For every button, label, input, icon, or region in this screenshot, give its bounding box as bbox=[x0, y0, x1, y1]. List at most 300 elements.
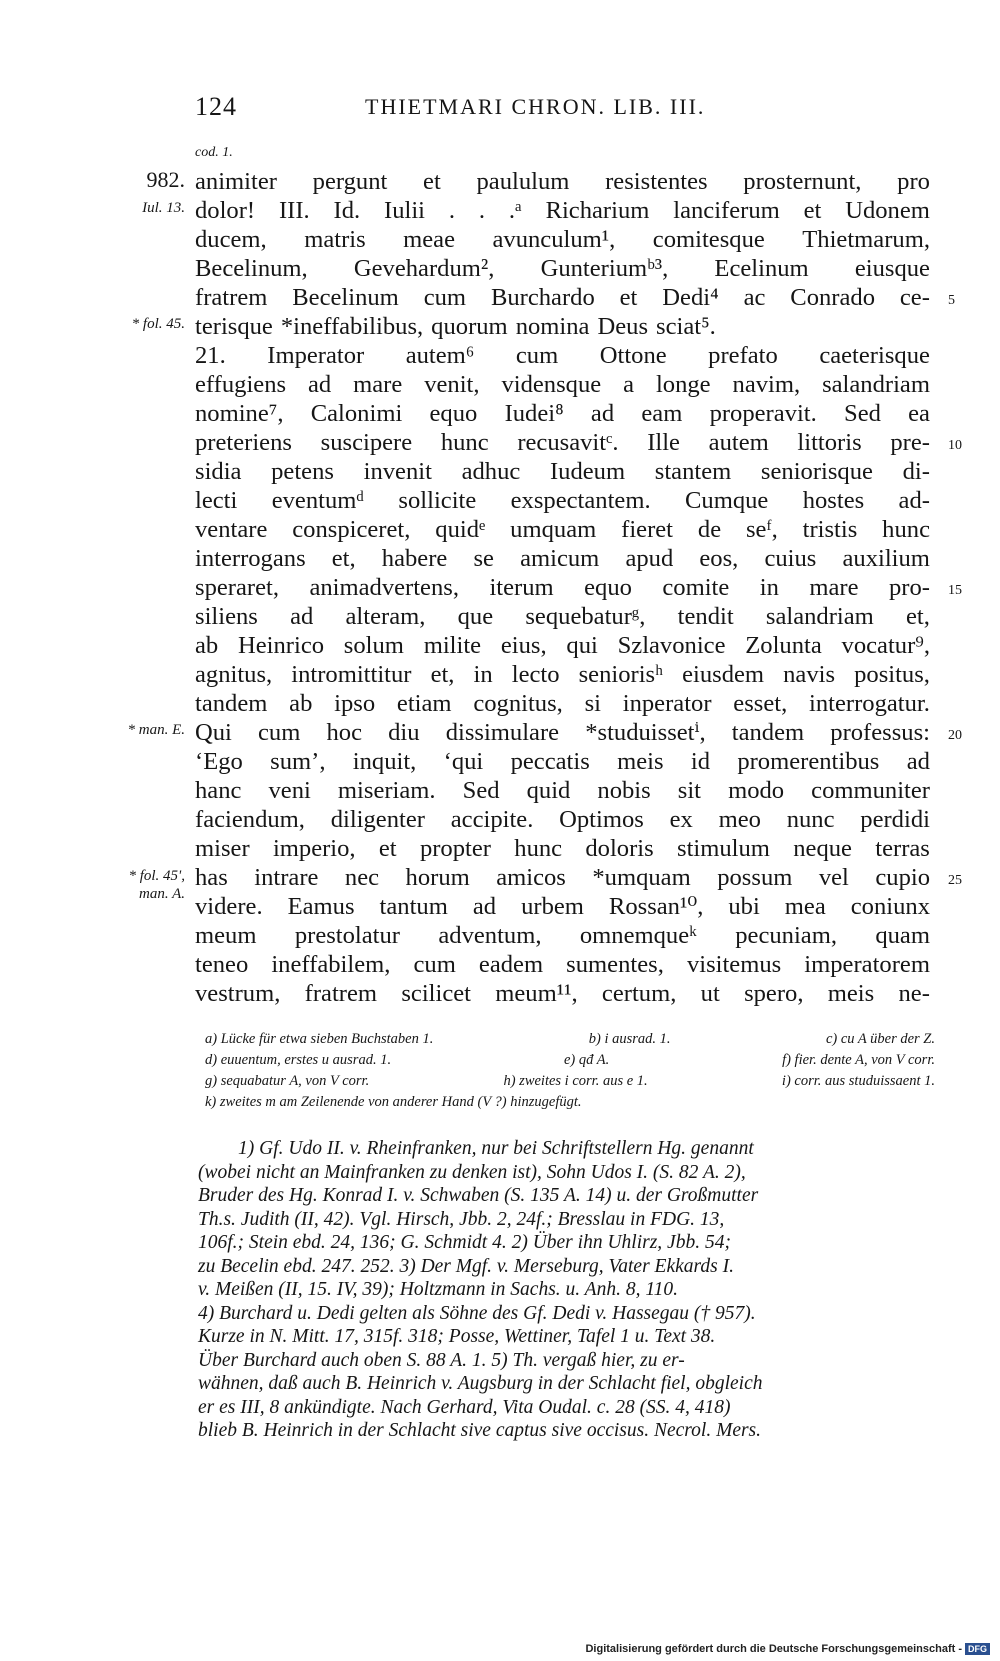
word: mare bbox=[809, 574, 859, 601]
word: vocatur⁹, bbox=[841, 632, 930, 659]
word: fratrem bbox=[195, 284, 268, 311]
word: matris bbox=[304, 226, 366, 253]
word: que bbox=[457, 603, 494, 630]
text-line bbox=[195, 660, 930, 689]
word: adhuc bbox=[461, 458, 521, 485]
margin-folio: * fol. 45', bbox=[128, 868, 185, 884]
word: ac bbox=[743, 284, 766, 311]
word: conspiceret, bbox=[292, 516, 411, 543]
word: vestrum, bbox=[195, 980, 281, 1007]
word: resistentes bbox=[605, 168, 708, 195]
word: lecti bbox=[195, 487, 238, 514]
word: properavit. bbox=[709, 400, 817, 427]
apparatus-entry: h) zweites i corr. aus e 1. bbox=[503, 1073, 648, 1089]
word: pergunt bbox=[312, 168, 388, 195]
word: esset, bbox=[733, 690, 788, 717]
word: ubi bbox=[728, 893, 760, 920]
word: terras bbox=[875, 835, 930, 862]
word: paululum bbox=[476, 168, 570, 195]
word: Heinrico bbox=[237, 632, 325, 659]
word: meis bbox=[617, 748, 664, 775]
word: qui bbox=[566, 632, 598, 659]
main-text bbox=[195, 167, 930, 1008]
word: certum, bbox=[601, 980, 677, 1007]
word: nobis bbox=[597, 777, 651, 804]
word: ‘Ego bbox=[195, 748, 243, 775]
word: di- bbox=[902, 458, 930, 485]
word: diu bbox=[388, 719, 420, 746]
word: mare bbox=[353, 371, 403, 398]
word: veni bbox=[268, 777, 311, 804]
word: *studuissetⁱ, bbox=[585, 719, 706, 746]
word: Calonimi bbox=[310, 400, 403, 427]
word: ineffabilem, bbox=[271, 951, 391, 978]
word: et, bbox=[331, 545, 356, 572]
word: ce- bbox=[899, 284, 930, 311]
word: ab bbox=[289, 690, 313, 717]
word: inperator bbox=[622, 690, 712, 717]
word: prosternunt, bbox=[743, 168, 862, 195]
word: quam bbox=[875, 922, 930, 949]
page-number: 124 bbox=[195, 92, 237, 121]
word: positus, bbox=[854, 661, 930, 688]
word: sollicite bbox=[398, 487, 477, 514]
word: pro- bbox=[888, 574, 930, 601]
text-line bbox=[195, 515, 930, 544]
word: Becelinum, bbox=[195, 255, 308, 282]
word: Gevehardum², bbox=[353, 255, 495, 282]
word: meae bbox=[403, 226, 456, 253]
word: quidᵉ bbox=[435, 516, 486, 543]
text-line bbox=[195, 602, 930, 631]
word: auxilium bbox=[842, 545, 930, 572]
word: Sed bbox=[844, 400, 881, 427]
word: sidia bbox=[195, 458, 242, 485]
footnote-line: wähnen, daß auch B. Heinrich v. Augsburg in der Schlacht fiel, obgleich bbox=[198, 1373, 763, 1394]
text-line bbox=[195, 573, 930, 602]
word: ad bbox=[472, 893, 497, 920]
word: et bbox=[423, 168, 441, 195]
word: milite bbox=[423, 632, 482, 659]
word: Conrado bbox=[790, 284, 875, 311]
text-line bbox=[195, 544, 930, 573]
word: Becelinum bbox=[292, 284, 399, 311]
word: coniunx bbox=[850, 893, 930, 920]
word: ab bbox=[195, 632, 219, 659]
word: se bbox=[473, 545, 494, 572]
running-title: THIETMARI CHRON. LIB. III. bbox=[365, 94, 706, 119]
word: Ottone bbox=[599, 342, 667, 369]
word: petens bbox=[271, 458, 334, 485]
word: nomina bbox=[515, 313, 590, 340]
text-line bbox=[195, 892, 930, 921]
word: eiusdem bbox=[682, 661, 765, 688]
word: sequebaturᵍ, bbox=[525, 603, 646, 630]
word: horum bbox=[405, 864, 470, 891]
word: tandem bbox=[195, 690, 268, 717]
text-line bbox=[195, 457, 930, 486]
word: . bbox=[448, 197, 455, 224]
text-line bbox=[195, 950, 930, 979]
word: miseriam. bbox=[337, 777, 436, 804]
word: vel bbox=[818, 864, 849, 891]
word: meum bbox=[195, 922, 257, 949]
word: pro bbox=[897, 168, 930, 195]
word: Richarium bbox=[545, 197, 650, 224]
word: seniorisʰ bbox=[578, 661, 664, 688]
word: prefato bbox=[708, 342, 778, 369]
word: stimulum bbox=[677, 835, 770, 862]
word: Dedi⁴ bbox=[662, 284, 719, 311]
word: intromittitur bbox=[291, 661, 412, 688]
word: perdidi bbox=[860, 806, 930, 833]
apparatus-entry: e) qđ A. bbox=[563, 1052, 610, 1068]
word: Thietmarum, bbox=[802, 226, 930, 253]
word: neque bbox=[793, 835, 852, 862]
word: cum bbox=[413, 951, 456, 978]
line-number: 5 bbox=[948, 293, 955, 308]
word: seniorisque bbox=[760, 458, 873, 485]
word: ad bbox=[307, 371, 332, 398]
word: solum bbox=[343, 632, 404, 659]
word: a bbox=[623, 371, 635, 398]
word: Deus bbox=[597, 313, 649, 340]
word: Imperator bbox=[267, 342, 365, 369]
text-line bbox=[195, 341, 930, 370]
apparatus-entry: c) cu A über der Z. bbox=[825, 1031, 935, 1047]
word: diligenter bbox=[330, 806, 425, 833]
word: interrogans bbox=[195, 545, 306, 572]
word: intrare bbox=[254, 864, 319, 891]
word: pecuniam, bbox=[735, 922, 837, 949]
word: ad bbox=[906, 748, 930, 775]
footnote-line: Kurze in N. Mitt. 17, 315f. 318; Posse, Wettiner, Tafel 1 u. Text 38. bbox=[198, 1326, 716, 1347]
word: videre. bbox=[195, 893, 263, 920]
text-line bbox=[195, 283, 930, 312]
word: meum¹¹, bbox=[495, 980, 578, 1007]
word: Sed bbox=[462, 777, 500, 804]
text-line bbox=[195, 312, 930, 341]
text-line bbox=[195, 631, 930, 660]
word: dolor! bbox=[195, 197, 256, 224]
word: caeterisque bbox=[819, 342, 930, 369]
word: dissimulare bbox=[445, 719, 560, 746]
word: siliens bbox=[195, 603, 258, 630]
text-line bbox=[195, 921, 930, 950]
word: visitemus bbox=[686, 951, 782, 978]
word: urbem bbox=[521, 893, 584, 920]
word: et bbox=[803, 197, 822, 224]
footnote-line: blieb B. Heinrich in der Schlacht sive captus sive occisus. Necrol. Mers. bbox=[198, 1420, 762, 1441]
word: seᶠ, bbox=[745, 516, 778, 543]
word: Iudeum bbox=[549, 458, 626, 485]
word: inquit, bbox=[352, 748, 417, 775]
word: *umquam bbox=[592, 864, 691, 891]
word: ipso bbox=[334, 690, 376, 717]
word: lanciferum bbox=[673, 197, 780, 224]
text-line bbox=[195, 225, 930, 254]
word: cupio bbox=[875, 864, 930, 891]
word: 21. bbox=[195, 342, 226, 369]
word: etiam bbox=[396, 690, 452, 717]
word: propter bbox=[419, 835, 491, 862]
margin-hand: man. A. bbox=[139, 886, 185, 902]
word: speraret, bbox=[195, 574, 279, 601]
word: de bbox=[697, 516, 722, 543]
word: equo bbox=[584, 574, 632, 601]
apparatus-entry: f) fier. dente A, von V corr. bbox=[782, 1052, 935, 1068]
word: amicum bbox=[520, 545, 600, 572]
word: avunculum¹, bbox=[492, 226, 616, 253]
word: nomine⁷, bbox=[195, 400, 284, 427]
word: suscipere bbox=[320, 429, 413, 456]
footnote-line: Th.s. Judith (II, 42). Vgl. Hirsch, Jbb. 2, 24f.; Bresslau in FDG. 13, bbox=[198, 1208, 725, 1230]
word: ad bbox=[290, 603, 314, 630]
page-header bbox=[195, 92, 940, 132]
word: in bbox=[759, 574, 779, 601]
word: mea bbox=[784, 893, 826, 920]
word: effugiens bbox=[195, 371, 287, 398]
word: longe bbox=[655, 371, 711, 398]
word: adventum, bbox=[438, 922, 542, 949]
word: professus: bbox=[830, 719, 930, 746]
footnotes bbox=[198, 1137, 933, 1443]
word: teneo bbox=[195, 951, 249, 978]
word: eius, bbox=[500, 632, 547, 659]
apparatus-line bbox=[205, 1071, 935, 1092]
text-line bbox=[195, 863, 930, 892]
word: eadem bbox=[478, 951, 544, 978]
word: apud bbox=[625, 545, 674, 572]
word: promerentibus bbox=[737, 748, 880, 775]
word: hostes bbox=[802, 487, 865, 514]
footnote-line: (wobei nicht an Mainfranken zu denken ist), Sohn Udos I. (S. 82 A. 2), bbox=[198, 1161, 746, 1183]
text-line bbox=[195, 486, 930, 515]
apparatus-entry: g) sequabatur A, von V corr. bbox=[205, 1073, 370, 1089]
word: imperio, bbox=[272, 835, 356, 862]
word: hunc bbox=[514, 835, 563, 862]
word: et, bbox=[906, 603, 930, 630]
line-number: 15 bbox=[948, 583, 962, 598]
word: Zolunta bbox=[745, 632, 822, 659]
word: has bbox=[195, 864, 228, 891]
word: equo bbox=[429, 400, 478, 427]
word: cum bbox=[423, 284, 467, 311]
word: et, bbox=[430, 661, 455, 688]
word: in bbox=[473, 661, 493, 688]
dfg-logo: DFG bbox=[965, 1643, 990, 1655]
word: animiter bbox=[195, 168, 277, 195]
footnote-line: 1) Gf. Udo II. v. Rheinfranken, nur bei Schriftstellern Hg. genannt bbox=[238, 1138, 754, 1159]
margin-year: 982. bbox=[146, 167, 185, 192]
word: ad bbox=[590, 400, 615, 427]
word: venit, bbox=[424, 371, 480, 398]
word: sumentes, bbox=[566, 951, 664, 978]
word: scilicet bbox=[401, 980, 471, 1007]
apparatus-entry: b) i ausrad. 1. bbox=[588, 1031, 671, 1047]
footnote-line: v. Meißen (II, 15. IV, 39); Holtzmann in Sachs. u. Anh. 8, 110. bbox=[198, 1279, 679, 1300]
word: Burchardo bbox=[490, 284, 595, 311]
word: preteriens bbox=[195, 429, 292, 456]
apparatus-entry: k) zweites m am Zeilenende von anderer Hand (V ?) hinzugefügt. bbox=[205, 1094, 582, 1110]
word: salandriam bbox=[822, 371, 930, 398]
word: pre- bbox=[890, 429, 930, 456]
word: *ineffabilibus, bbox=[280, 313, 424, 340]
word: terisque bbox=[195, 313, 273, 340]
word: omnemqueᵏ bbox=[579, 922, 697, 949]
word: alteram, bbox=[345, 603, 426, 630]
text-line bbox=[195, 689, 930, 718]
margin-folio: * fol. 45. bbox=[131, 316, 185, 332]
word: Eamus bbox=[287, 893, 355, 920]
word: autem⁶ bbox=[405, 342, 475, 369]
word: amicos bbox=[496, 864, 566, 891]
word: peccatis bbox=[510, 748, 590, 775]
text-line bbox=[195, 834, 930, 863]
apparatus-line bbox=[205, 1050, 935, 1071]
word: . bbox=[478, 197, 485, 224]
word: cognitus, bbox=[473, 690, 563, 717]
word: cuius bbox=[764, 545, 817, 572]
word: ventare bbox=[195, 516, 268, 543]
word: Qui bbox=[195, 719, 232, 746]
word: fratrem bbox=[304, 980, 378, 1007]
text-line bbox=[195, 428, 930, 457]
word: sit bbox=[677, 777, 701, 804]
word: sum’, bbox=[270, 748, 326, 775]
textual-apparatus bbox=[205, 1029, 935, 1113]
word: agnitus, bbox=[195, 661, 273, 688]
word: animadvertens, bbox=[309, 574, 459, 601]
word: umquam bbox=[510, 516, 597, 543]
word: faciendum, bbox=[195, 806, 305, 833]
word: fieret bbox=[621, 516, 674, 543]
footnote-line: Bruder des Hg. Konrad I. v. Schwaben (S. 135 A. 14) u. der Großmutter bbox=[198, 1185, 759, 1206]
word: navis bbox=[783, 661, 836, 688]
apparatus-entry: d) euuentum, erstes u ausrad. 1. bbox=[205, 1052, 392, 1068]
word: Rossan¹⁰, bbox=[608, 893, 704, 920]
word: Optimos bbox=[559, 806, 644, 833]
word: hanc bbox=[195, 777, 242, 804]
line-number: 25 bbox=[948, 873, 962, 888]
word: doloris bbox=[585, 835, 654, 862]
footnote-line: 4) Burchard u. Dedi gelten als Söhne des Gf. Dedi v. Hassegau († 957). bbox=[198, 1302, 756, 1324]
word: tendit bbox=[677, 603, 734, 630]
apparatus-entry: a) Lücke für etwa sieben Buchstaben 1. bbox=[205, 1031, 434, 1047]
word: Cumque bbox=[685, 487, 769, 514]
word: miser bbox=[195, 835, 250, 862]
digitization-credit bbox=[585, 1643, 990, 1655]
word: Ille bbox=[647, 429, 680, 456]
word: eos, bbox=[699, 545, 739, 572]
word: vidensque bbox=[501, 371, 602, 398]
word: ‘qui bbox=[443, 748, 484, 775]
text-line bbox=[195, 196, 930, 225]
word: Udonem bbox=[845, 197, 930, 224]
word: Iudei⁸ bbox=[504, 400, 564, 427]
word: comitesque bbox=[652, 226, 765, 253]
word: stantem bbox=[654, 458, 732, 485]
footnote-line: Über Burchard auch oben S. 88 A. 1. 5) Th. vergaß hier, zu er- bbox=[198, 1349, 685, 1371]
word: nunc bbox=[786, 806, 835, 833]
word: iterum bbox=[489, 574, 554, 601]
word: habere bbox=[381, 545, 448, 572]
word: ducem, bbox=[195, 226, 267, 253]
word: ea bbox=[908, 400, 930, 427]
text-line bbox=[195, 254, 930, 283]
word: comite bbox=[662, 574, 730, 601]
word: quorum bbox=[431, 313, 508, 340]
line-number: 10 bbox=[948, 438, 962, 453]
word: autem bbox=[708, 429, 769, 456]
word: ne- bbox=[898, 980, 930, 1007]
word: Id. bbox=[333, 197, 361, 224]
word: eventumᵈ bbox=[271, 487, 365, 514]
word: tristis bbox=[802, 516, 858, 543]
margin-hand: * man. E. bbox=[127, 722, 185, 738]
apparatus-line bbox=[205, 1029, 935, 1050]
text-line bbox=[195, 718, 930, 747]
word: salandriam bbox=[765, 603, 874, 630]
word: ad- bbox=[898, 487, 930, 514]
apparatus-entry: i) corr. aus studuissaent 1. bbox=[781, 1073, 935, 1089]
footnote-line: zu Becelin ebd. 247. 252. 3) Der Mgf. v. Merseburg, Vater Ekkards I. bbox=[198, 1255, 734, 1277]
word: Szlavonice bbox=[617, 632, 726, 659]
word: quid bbox=[526, 777, 571, 804]
word: cum bbox=[515, 342, 559, 369]
word: tandem bbox=[731, 719, 805, 746]
word: communiter bbox=[811, 777, 930, 804]
word: III. bbox=[278, 197, 310, 224]
word: accipite. bbox=[450, 806, 534, 833]
footnote-line: er es III, 8 ankündigte. Nach Gerhard, Vita Oudal. c. 28 (SS. 4, 418) bbox=[198, 1396, 731, 1418]
word: ut bbox=[700, 980, 720, 1007]
word: Gunteriumᵇ³, bbox=[540, 255, 669, 282]
word: et bbox=[378, 835, 397, 862]
word: et bbox=[619, 284, 638, 311]
word: id bbox=[690, 748, 710, 775]
word: modo bbox=[728, 777, 785, 804]
text-line bbox=[195, 399, 930, 428]
word: Ecelinum bbox=[714, 255, 809, 282]
word: eiusque bbox=[854, 255, 930, 282]
text-line bbox=[195, 747, 930, 776]
text-line bbox=[195, 805, 930, 834]
word: eam bbox=[641, 400, 683, 427]
word: lecto bbox=[511, 661, 560, 688]
word: si bbox=[584, 690, 601, 717]
word: prestolatur bbox=[294, 922, 401, 949]
footnote-line: 106f.; Stein ebd. 24, 136; G. Schmidt 4. 2) Über ihn Uhlirz, Jbb. 54; bbox=[198, 1232, 731, 1253]
text-line bbox=[195, 979, 930, 1008]
word: spero, bbox=[744, 980, 804, 1007]
word: hunc bbox=[882, 516, 930, 543]
word: meis bbox=[827, 980, 875, 1007]
word: cum bbox=[258, 719, 301, 746]
word: imperatorem bbox=[804, 951, 930, 978]
text-line bbox=[195, 167, 930, 196]
apparatus-line bbox=[205, 1092, 935, 1113]
word: exspectantem. bbox=[510, 487, 651, 514]
line-number: 20 bbox=[948, 728, 962, 743]
word: tantum bbox=[379, 893, 448, 920]
text-line bbox=[195, 776, 930, 805]
word: navim, bbox=[732, 371, 801, 398]
word: littoris bbox=[797, 429, 862, 456]
codex-note: cod. 1. bbox=[195, 145, 233, 160]
word: hoc bbox=[326, 719, 362, 746]
text-line bbox=[195, 370, 930, 399]
